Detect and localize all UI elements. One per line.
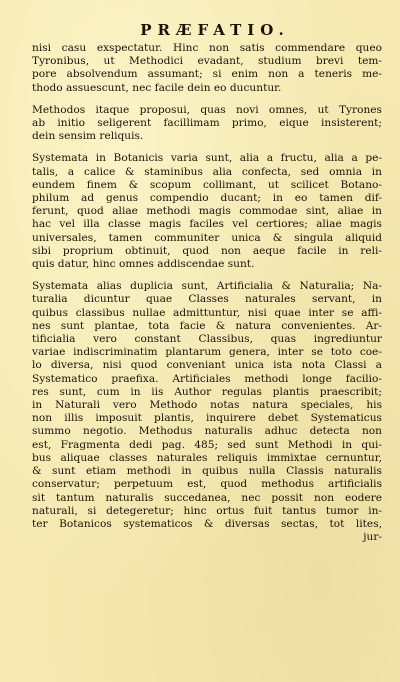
text-line: Systemata in Botanicis varia sunt, alia a fructu, alia a pe- [32, 152, 382, 165]
text-line: philum ad genus compendio ducant; in eo tamen dif- [32, 192, 382, 205]
text-line: Systematico praefixa. Artificiales methodi longe facilio- [32, 372, 382, 385]
paragraph-2 [32, 104, 380, 144]
text-line: eundem finem & scopum collimant, ut scilicet Botano- [32, 178, 382, 191]
text-line: bus aliquae classes naturales reliquis immixtae cernuntur, [32, 451, 382, 464]
text-line: summo negotio. Methodus naturalis adhuc detecta non [32, 425, 382, 438]
text-line: ab initio seligerent facillimam primo, eique insisterent; [32, 117, 382, 130]
text-line: nisi casu exspectatur. Hinc non satis commendare queo [32, 42, 382, 54]
text-line: sit tantum naturalis succedanea, nec possit non eodere [32, 491, 382, 504]
text-line: thodo assuescunt, nec facile dein eo ducuntur. [32, 81, 282, 94]
paragraph-1 [32, 42, 380, 95]
text-line: quibus classibus nullae admittuntur, nisi quae inter se affi- [32, 306, 382, 319]
text-line: pore absolvendum assumant; si enim non a teneris me- [32, 68, 382, 81]
text-line: & sunt etiam methodi in quibus nulla Classis naturalis [32, 465, 382, 478]
text-line: ferunt, quod aliae methodi magis commodae sint, aliae in [32, 205, 382, 218]
text-line: naturali, si detegeretur; hinc ortus fuit tantus tumor in- [32, 504, 382, 517]
text-line: turalia dicuntur quae Classes naturales servant, in [32, 293, 382, 306]
text-line: res sunt, cum in iis Author regulas plantis praescribit; [32, 385, 382, 398]
text-line: nes sunt plantae, tota facie & natura convenientes. Ar- [32, 319, 382, 332]
paragraph-4 [32, 280, 380, 544]
text-line: universales, tamen communiter unica & singula aliquid [32, 231, 382, 244]
text-line: lo diversa, nisi quod conveniant unica ista nota Classi a [32, 359, 382, 372]
text-line: in Naturali vero Methodo notas natura speciales, his [32, 399, 382, 412]
text-line: Methodos itaque proposui, quas novi omnes, ut Tyrones [32, 103, 382, 116]
text-line: hac vel illa classe magis faciles vel certiores; aliae magis [32, 218, 382, 231]
text-line: quis datur, hinc omnes addiscendae sunt. [32, 258, 255, 271]
text-line: dein sensim reliquis. [32, 130, 144, 143]
text-line: ter Botanicos systematicos & diversas sectas, tot lites, [32, 517, 382, 530]
text-line: variae indiscriminatim plantarum genera, inter se toto coe- [32, 346, 382, 359]
catchword: jur- [363, 531, 382, 544]
text-line: Tyronibus, ut Methodici evadant, studium brevi tem- [32, 55, 382, 68]
text-line: est, Fragmenta dedi pag. 485; sed sunt Methodi in qui- [32, 438, 382, 451]
text-line: non illis imposuit plantis, inquirere debet Systematicus [32, 412, 382, 425]
text-line: conservatur; perpetuum est, quod methodus artificialis [32, 478, 382, 491]
text-line: talis, a calice & staminibus alia confecta, sed omnia in [32, 165, 382, 178]
text-line: Systemata alias duplicia sunt, Artificialia & Naturalia; Na- [32, 280, 382, 293]
text-line: sibi proprium obtinuit, quod non aeque facile in reli- [32, 244, 382, 257]
text-line: tificialia vero constant Classibus, quas ingrediuntur [32, 333, 382, 346]
paragraph-3 [32, 152, 380, 271]
page-header: PRÆFATIO. [140, 21, 290, 39]
